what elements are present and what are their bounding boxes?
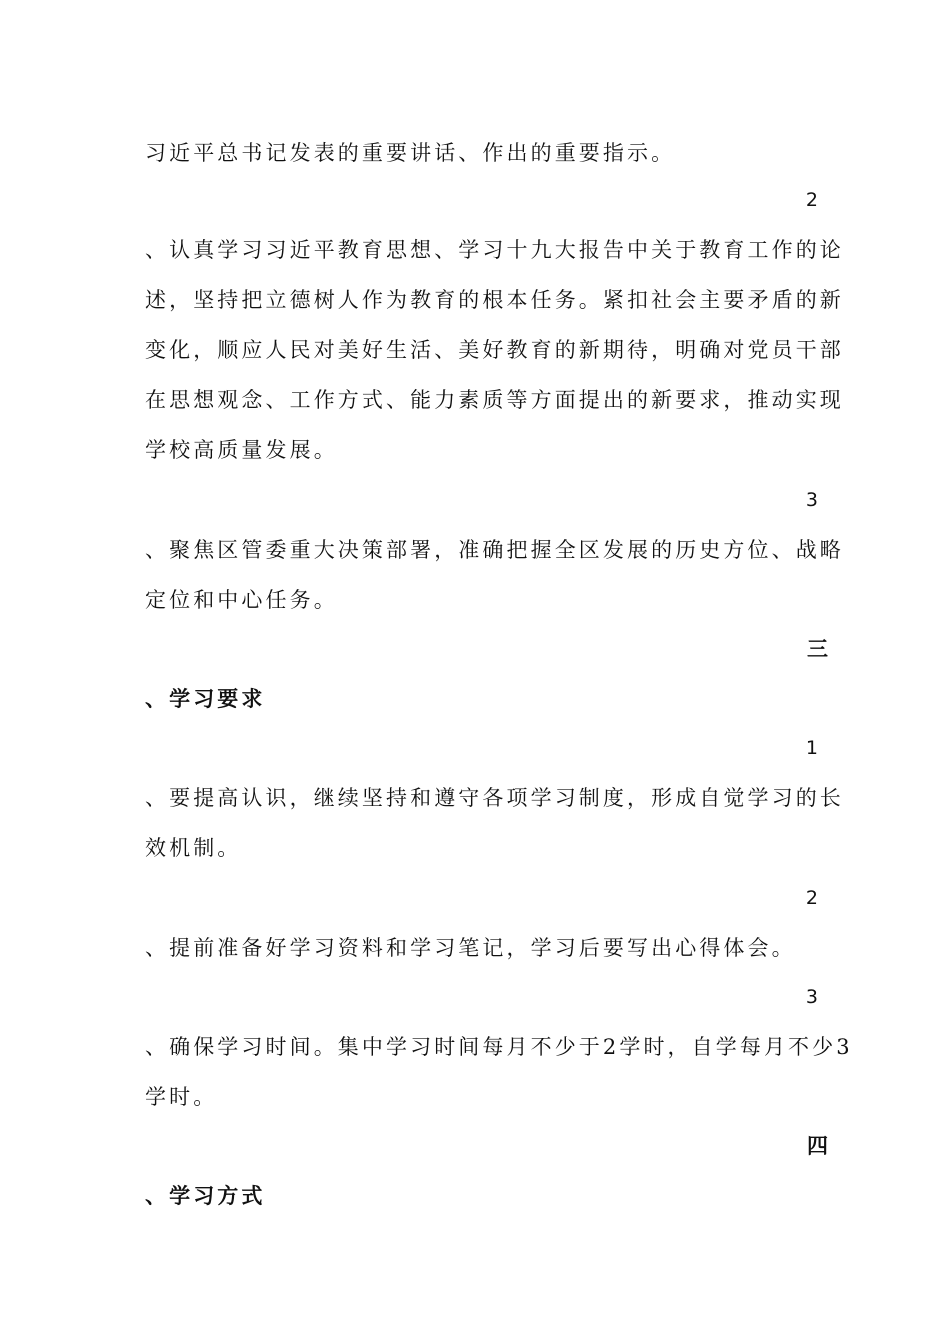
paragraph-line: 学校高质量发展。 (145, 438, 338, 462)
section-heading: 、学习方式 (145, 1183, 266, 1208)
item-number: 2 (805, 887, 818, 909)
paragraph-line: 述，坚持把立德树人作为教育的根本任务。紧扣社会主要矛盾的新 (145, 288, 844, 312)
paragraph-line: 在思想观念、工作方式、能力素质等方面提出的新要求，推动实现 (145, 388, 844, 412)
paragraph-line: 习近平总书记发表的重要讲话、作出的重要指示。 (145, 141, 676, 165)
section-number: 三 (807, 636, 828, 661)
item-number: 3 (805, 489, 818, 511)
section-number: 四 (807, 1133, 828, 1158)
paragraph-line: 变化，顺应人民对美好生活、美好教育的新期待，明确对党员干部 (145, 338, 844, 362)
paragraph-line: 、认真学习习近平教育思想、学习十九大报告中关于教育工作的论 (145, 238, 844, 262)
item-number: 3 (805, 986, 818, 1008)
section-heading: 、学习要求 (145, 686, 266, 711)
paragraph-line: 、要提高认识，继续坚持和遵守各项学习制度，形成自觉学习的长 (145, 786, 844, 810)
paragraph-line: 定位和中心任务。 (145, 588, 338, 612)
paragraph-line: 、聚焦区管委重大决策部署，准确把握全区发展的历史方位、战略 (145, 538, 844, 562)
paragraph-line: 学时。 (145, 1085, 218, 1109)
item-number: 1 (805, 737, 818, 759)
item-number: 2 (805, 189, 818, 211)
paragraph-line: 、确保学习时间。集中学习时间每月不少于2学时，自学每月不少3 (145, 1035, 853, 1059)
paragraph-line: 效机制。 (145, 836, 242, 860)
paragraph-line: 、提前准备好学习资料和学习笔记，学习后要写出心得体会。 (145, 936, 796, 960)
